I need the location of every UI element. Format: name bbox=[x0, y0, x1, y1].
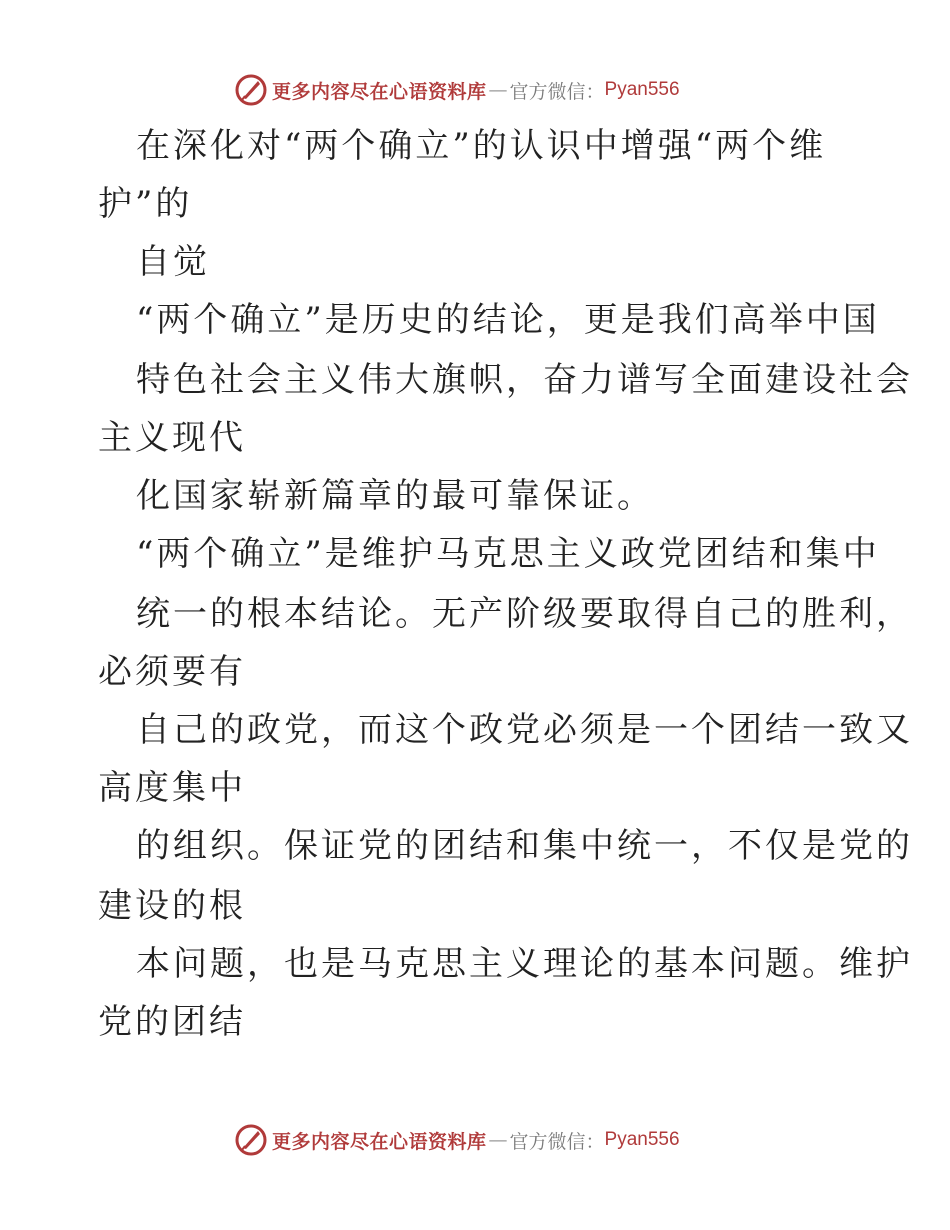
footer-watermark-banner bbox=[234, 1120, 680, 1160]
text-line: “两个确立”是历史的结论，更是我们高举中国 bbox=[136, 300, 880, 340]
feather-pen-logo-icon bbox=[234, 73, 268, 107]
header-watermark-banner bbox=[234, 70, 680, 110]
text-line: 特色社会主义伟大旗帜，奋力谱写全面建设社会 bbox=[136, 360, 913, 400]
text-line: 主义现代 bbox=[98, 418, 246, 458]
banner-wechat-label: 官方微信： bbox=[509, 80, 605, 103]
text-line: 护”的 bbox=[98, 184, 193, 224]
text-line: 统一的根本结论。无产阶级要取得自己的胜利， bbox=[136, 594, 913, 634]
banner-slogan: 更多内容尽在心语资料库 bbox=[272, 80, 487, 103]
text-line: 化国家崭新篇章的最可靠保证。 bbox=[136, 476, 654, 516]
banner-wechat-label: 官方微信： bbox=[509, 1130, 605, 1153]
banner-dash: — bbox=[488, 1129, 508, 1151]
banner-wechat-id: Pyan556 bbox=[604, 79, 680, 100]
text-line: 必须要有 bbox=[98, 652, 246, 692]
feather-pen-logo-icon bbox=[234, 1123, 268, 1157]
text-line: 自觉 bbox=[136, 242, 210, 282]
text-line: 党的团结 bbox=[98, 1002, 246, 1042]
text-line: 在深化对“两个确立”的认识中增强“两个维 bbox=[136, 126, 827, 166]
banner-slogan: 更多内容尽在心语资料库 bbox=[272, 1130, 487, 1153]
text-line: 的组织。保证党的团结和集中统一，不仅是党的 bbox=[136, 826, 913, 866]
text-line: 建设的根 bbox=[98, 886, 246, 926]
banner-dash: — bbox=[488, 79, 508, 101]
banner-wechat-id: Pyan556 bbox=[604, 1129, 680, 1150]
text-line: 高度集中 bbox=[98, 768, 246, 808]
text-line: “两个确立”是维护马克思主义政党团结和集中 bbox=[136, 534, 880, 574]
text-line: 本问题，也是马克思主义理论的基本问题。维护 bbox=[136, 944, 913, 984]
text-line: 自己的政党，而这个政党必须是一个团结一致又 bbox=[136, 710, 913, 750]
